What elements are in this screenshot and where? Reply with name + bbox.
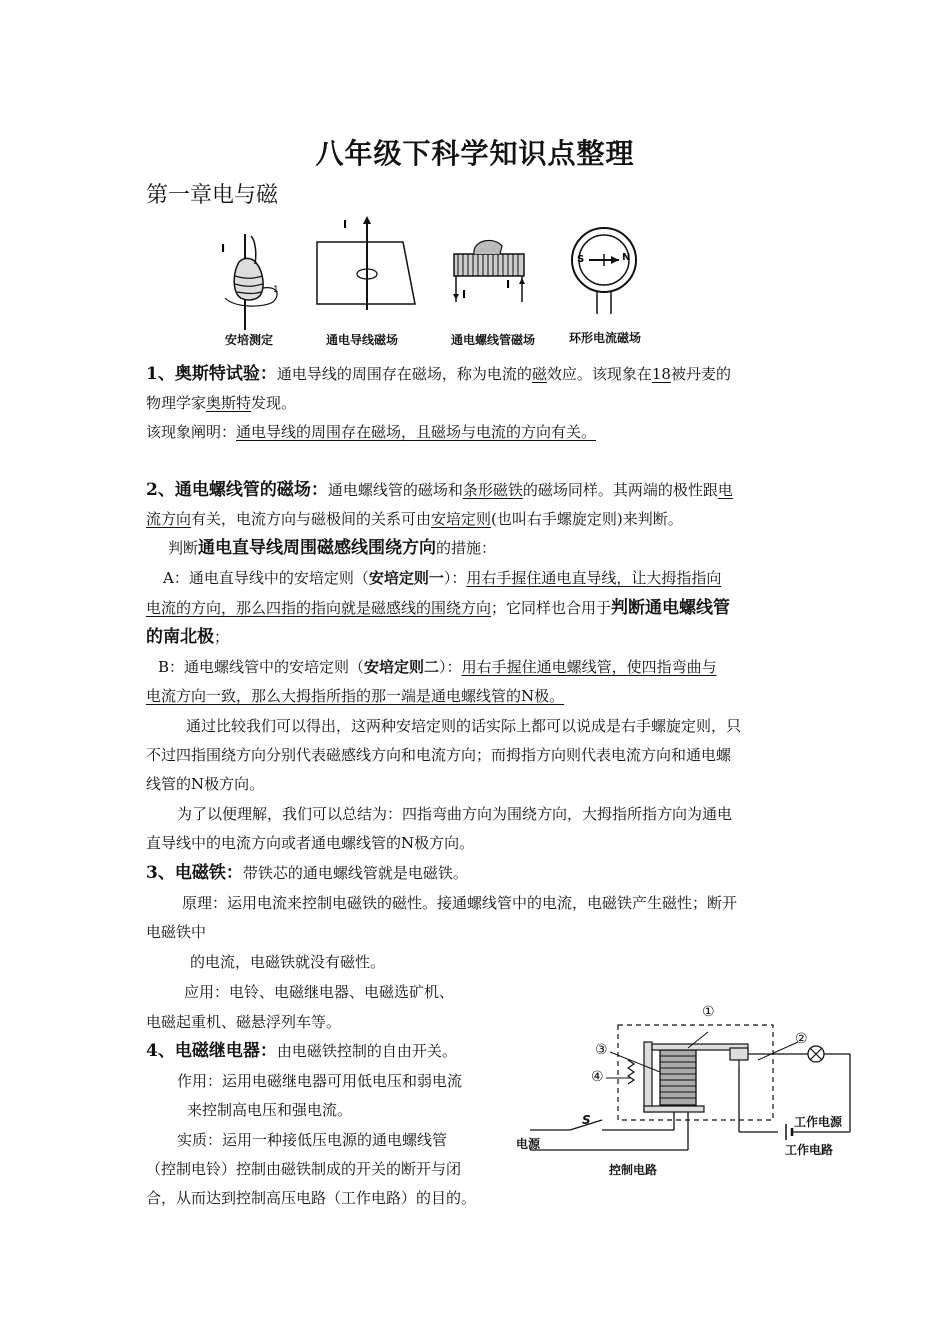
- switch-label: S: [582, 1113, 591, 1127]
- ampere-hand-figure: [215, 232, 290, 332]
- solenoid-figure: [450, 236, 530, 306]
- function-line-2: 来控制高电压和强电流。: [187, 1101, 353, 1119]
- current-label: I: [506, 278, 511, 291]
- essence-line-3: 合，从而达到控制高压电路（工作电路）的目的。: [146, 1189, 477, 1207]
- rule-a-line-2: 电流的方向，那么四指的指向就是磁感线的围绕方向；它同样也合用于判断通电螺线管: [146, 598, 731, 618]
- figure-caption: 安培测定: [225, 333, 274, 347]
- relay-label-1: ①: [702, 1004, 715, 1020]
- rule-b-line-1: B：通电螺线管中的安培定则（安培定则二）：用右手握住通电螺线管，使四指弯曲与: [158, 658, 717, 676]
- principle-line-3: 的电流，电磁铁就没有磁性。: [190, 953, 386, 971]
- application-line-2: 电磁起重机、磁悬浮列车等。: [146, 1013, 342, 1031]
- section-2-line-2: 流方向有关，电流方向与磁极间的关系可由安培定则(也叫右手螺旋定则)来判断。: [146, 510, 683, 528]
- document-title: 八年级下科学知识点整理: [315, 137, 635, 170]
- section-heading: 4、电磁继电器：: [146, 1041, 277, 1061]
- relay-label-3: ③: [595, 1042, 608, 1058]
- control-circuit-label: 控制电路: [609, 1163, 658, 1177]
- figure-caption: 通电导线磁场: [326, 333, 399, 347]
- straight-wire-figure: [315, 212, 420, 312]
- rule-a-line-3: 的南北极；: [146, 627, 230, 647]
- paragraph-compare-3: 线管的N极方向。: [146, 775, 265, 793]
- paragraph-compare-2: 不过四指围绕方向分别代表磁感线方向和电流方向；而拇指方向则代表电流方向和通电螺: [146, 746, 732, 764]
- principle-line-1: 原理：运用电流来控制电磁铁的磁性。接通螺线管中的电流，电磁铁产生磁性；断开: [182, 894, 738, 912]
- section-2-line-1: 2、通电螺线管的磁场：通电螺线管的磁场和条形磁铁的磁场同样。其两端的极性跟电: [146, 480, 733, 500]
- section-heading: 1、奥斯特试验：: [146, 364, 277, 384]
- relay-label-2: ②: [795, 1031, 808, 1047]
- principle-line-2: 电磁铁中: [146, 923, 207, 941]
- section-1-line-3: 该现象阐明：通电导线的周围存在磁场，且磁场与电流的方向有关。: [146, 423, 597, 441]
- section-heading: 2、通电螺线管的磁场：: [146, 480, 328, 500]
- current-label: I: [462, 288, 467, 301]
- paragraph-summary-2: 直导线中的电流方向或者通电螺线管的N极方向。: [146, 834, 475, 852]
- section-1-line-1: 1、奥斯特试验：通电导线的周围存在磁场，称为电流的磁效应。该现象在18被丹麦的: [146, 364, 731, 384]
- relay-label-4: ④: [591, 1069, 604, 1085]
- chapter-heading: 第一章电与磁: [146, 183, 279, 208]
- power-label: 电源: [516, 1137, 541, 1151]
- svg-text:1: 1: [273, 285, 279, 295]
- current-label: I: [343, 218, 348, 231]
- current-label: I: [221, 242, 226, 255]
- paragraph-compare-1: 通过比较我们可以得出，这两种安培定则的话实际上都可以说成是右手螺旋定则，只: [186, 717, 742, 735]
- section-2-line-3: 判断通电直导线周围磁感线围绕方向的措施：: [168, 538, 497, 558]
- compass-s-label: S: [577, 254, 585, 265]
- compass-n-label: N: [622, 252, 631, 263]
- section-1-line-2: 物理学家奥斯特发现。: [146, 394, 297, 412]
- paragraph-summary-1: 为了以便理解，我们可以总结为：四指弯曲方向为围绕方向，大拇指所指方向为通电: [177, 805, 733, 823]
- rule-a-line-1: A：通电直导线中的安培定则（安培定则一）：用右手握住通电直导线，让大拇指指向: [163, 569, 722, 587]
- figure-caption: 环形电流磁场: [569, 331, 642, 345]
- rule-b-line-2: 电流方向一致，那么大拇指所指的那一端是通电螺线管的N极。: [146, 687, 565, 705]
- application-line-1: 应用：电铃、电磁继电器、电磁选矿机、: [184, 983, 455, 1001]
- work-power-label: 工作电源: [794, 1115, 843, 1129]
- function-line-1: 作用：运用电磁继电器可用低电压和弱电流: [177, 1072, 463, 1090]
- loop-current-figure: [567, 226, 642, 316]
- section-4-line-1: 4、电磁继电器：由电磁铁控制的自由开关。: [146, 1041, 457, 1061]
- essence-line-1: 实质：运用一种接低压电源的通电螺线管: [177, 1131, 448, 1149]
- section-3-line-1: 3、电磁铁：带铁芯的通电螺线管就是电磁铁。: [146, 863, 468, 883]
- figure-caption: 通电螺线管磁场: [451, 333, 536, 347]
- work-circuit-label: 工作电路: [785, 1143, 834, 1157]
- essence-line-2: （控制电铃）控制由磁铁制成的开关的断开与闭: [146, 1160, 462, 1178]
- section-heading: 3、电磁铁：: [146, 863, 243, 883]
